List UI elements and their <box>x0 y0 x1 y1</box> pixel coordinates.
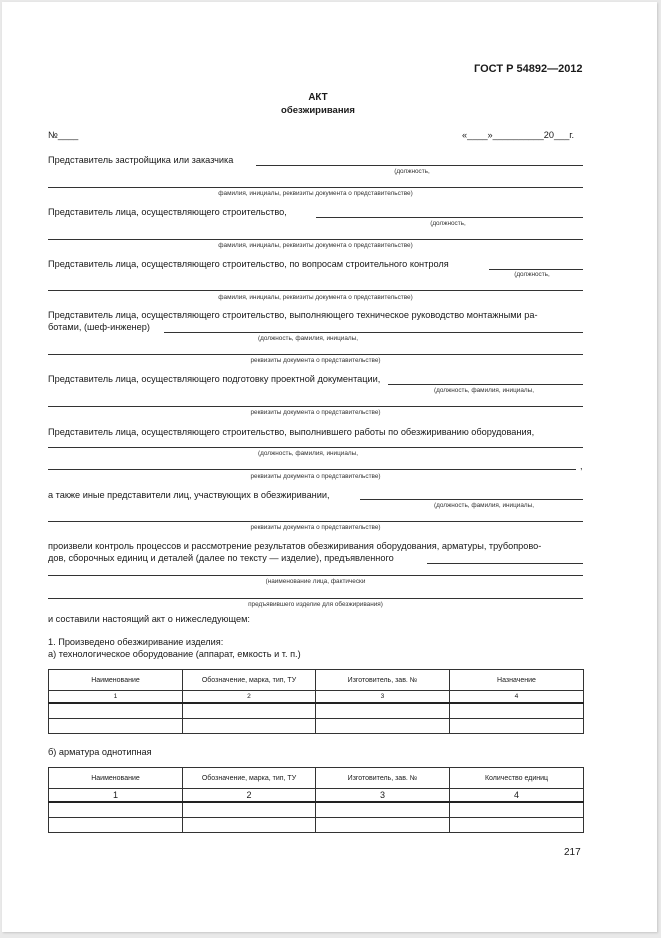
table-header-cell: Обозначение, марка, тип, ТУ <box>183 768 316 789</box>
table-cell[interactable] <box>316 719 450 734</box>
act-date: «____»__________20___г. <box>462 130 575 140</box>
line-comma: , <box>580 461 583 471</box>
page-number: 217 <box>564 847 581 858</box>
field-caption: реквизиты документа о представительстве) <box>250 357 381 364</box>
field-caption: предъявившего изделие для обезжиривания) <box>248 601 383 608</box>
field-caption: (должность, фамилия, инициалы, <box>258 335 358 342</box>
field-caption: (должность, <box>394 168 430 175</box>
field-line <box>48 469 576 470</box>
table-cell[interactable] <box>49 719 183 734</box>
label-other-reps: а также иные представители лиц, участвующих в обезжиривании, <box>48 490 330 500</box>
column-number: 3 <box>316 691 450 704</box>
act-subtitle: обезжиривания <box>281 105 355 116</box>
field-line <box>48 239 583 240</box>
field-line <box>48 521 583 522</box>
table-cell[interactable] <box>450 719 584 734</box>
field-line <box>388 384 583 385</box>
table-header-cell: Количество единиц <box>450 768 584 789</box>
table-row <box>49 818 584 833</box>
table-cell[interactable] <box>49 818 183 833</box>
table-header-cell: Изготовитель, зав. № <box>316 670 450 691</box>
field-caption: фамилия, инициалы, реквизиты документа о представительстве) <box>218 294 413 301</box>
table-row <box>49 719 584 734</box>
field-caption: (должность, фамилия, инициалы, <box>258 450 358 457</box>
field-line <box>48 354 583 355</box>
field-caption: (должность, <box>514 271 550 278</box>
label-chief-engineer-line2: ботами, (шеф-инженер) <box>48 322 150 332</box>
table-header-cell: Наименование <box>49 768 183 789</box>
field-line <box>256 165 583 166</box>
equipment-table <box>48 669 584 734</box>
document-page <box>2 2 657 932</box>
field-line <box>48 406 583 407</box>
label-developer-rep: Представитель застройщика или заказчика <box>48 155 234 165</box>
column-number: 4 <box>450 691 584 704</box>
field-caption: фамилия, инициалы, реквизиты документа о представительстве) <box>218 190 413 197</box>
table-cell[interactable] <box>450 802 584 818</box>
label-construction-control-rep: Представитель лица, осуществляющего строительство, по вопросам строительного контроля <box>48 259 449 269</box>
field-line <box>48 575 583 576</box>
act-number: №____ <box>48 130 79 140</box>
label-act-compiled: и составили настоящий акт о нижеследующем: <box>48 614 250 624</box>
field-line <box>48 598 583 599</box>
column-number: 4 <box>450 789 584 803</box>
table-cell[interactable] <box>183 818 316 833</box>
table-cell[interactable] <box>183 719 316 734</box>
table-cell[interactable] <box>450 818 584 833</box>
section1-sub-b: б) арматура однотипная <box>48 747 152 757</box>
field-caption: реквизиты документа о представительстве) <box>250 473 381 480</box>
act-title: АКТ <box>308 92 328 103</box>
table-cell[interactable] <box>183 802 316 818</box>
field-caption: (должность, <box>430 220 466 227</box>
field-caption: (должность, фамилия, инициалы, <box>434 387 534 394</box>
column-number: 1 <box>49 789 183 803</box>
label-design-docs-rep: Представитель лица, осуществляющего подготовку проектной документации, <box>48 374 381 384</box>
field-line <box>48 290 583 291</box>
table-header-cell: Наименование <box>49 670 183 691</box>
field-caption: реквизиты документа о представительстве) <box>250 524 381 531</box>
section1-sub-a: а) технологическое оборудование (аппарат, емкость и т. п.) <box>48 649 301 659</box>
table-cell[interactable] <box>49 802 183 818</box>
table-row <box>49 703 584 719</box>
field-caption: фамилия, инициалы, реквизиты документа о представительстве) <box>218 242 413 249</box>
label-degreasing-performer-rep: Представитель лица, осуществляющего строительство, выполнившего работы по обезжириванию оборудования, <box>48 427 535 437</box>
section1-heading: 1. Произведено обезжиривание изделия: <box>48 637 224 647</box>
field-line <box>48 447 583 448</box>
column-number: 2 <box>183 789 316 803</box>
field-line <box>316 217 583 218</box>
column-number: 3 <box>316 789 450 803</box>
label-control-line2: дов, сборочных единиц и деталей (далее по тексту — изделие), предъявленного <box>48 553 394 563</box>
field-caption: (наименование лица, фактически <box>265 578 366 585</box>
table-cell[interactable] <box>49 703 183 719</box>
field-caption: (должность, фамилия, инициалы, <box>434 502 534 509</box>
field-line <box>427 563 583 564</box>
label-control-line1: произвели контроль процессов и рассмотрение результатов обезжиривания оборудования, арматуры, трубопрово- <box>48 541 542 551</box>
table-row <box>49 802 584 818</box>
field-line <box>48 187 583 188</box>
field-caption: реквизиты документа о представительстве) <box>250 409 381 416</box>
table-header-cell: Обозначение, марка, тип, ТУ <box>183 670 316 691</box>
table-cell[interactable] <box>316 703 450 719</box>
field-line <box>360 499 583 500</box>
table-header-cell: Изготовитель, зав. № <box>316 768 450 789</box>
table-cell[interactable] <box>450 703 584 719</box>
table-cell[interactable] <box>316 802 450 818</box>
label-chief-engineer-line1: Представитель лица, осуществляющего строительство, выполняющего техническое руководство монтажными ра- <box>48 310 538 320</box>
column-number: 1 <box>49 691 183 704</box>
standard-code: ГОСТ Р 54892—2012 <box>474 63 583 75</box>
table-cell[interactable] <box>316 818 450 833</box>
valves-table <box>48 767 584 833</box>
table-cell[interactable] <box>183 703 316 719</box>
field-line <box>489 269 583 270</box>
table-header-cell: Назначение <box>450 670 584 691</box>
field-line <box>164 332 583 333</box>
label-builder-rep: Представитель лица, осуществляющего строительство, <box>48 207 287 217</box>
column-number: 2 <box>183 691 316 704</box>
